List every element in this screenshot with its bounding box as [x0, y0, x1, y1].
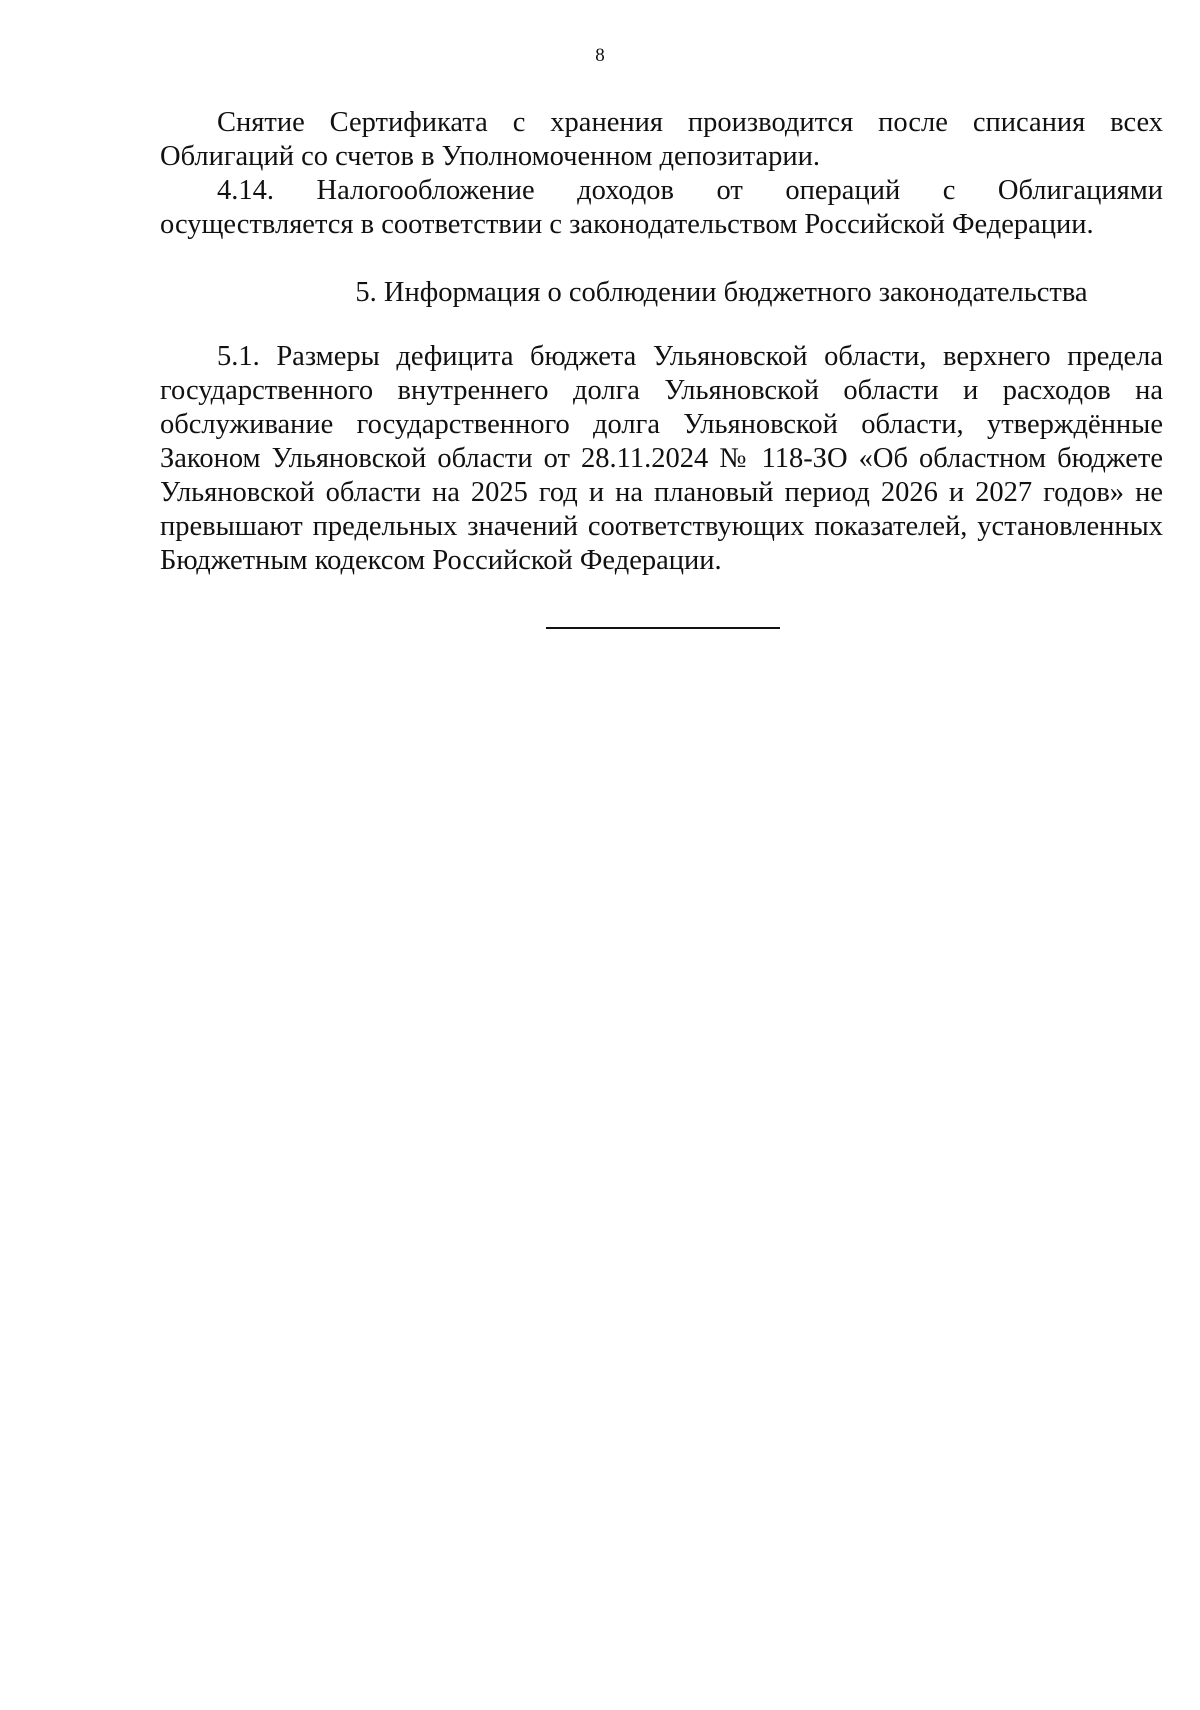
- page-number: 8: [595, 45, 605, 66]
- clause-4-14-continuation: осуществляется в соответствии с законодательством Российской Федерации.: [160, 209, 1094, 240]
- clause-5-1: 5.1. Размеры дефицита бюджета Ульяновской области, верхнего предела государственного внутреннего долга Ульяновской области и расходов на обслуживание государственного долга Ульяновской области, утверждённые Законом Ульяновской области от 28.11.2024 № 118-ЗО «Об областном бюджете Ульяновской области на 2025 год и на плановый период 2026 и 2027 годов» не превышают предельных значений соответствующих показателей, установленных Бюджетным кодексом Российской Федерации.: [160, 341, 1163, 576]
- section-5-heading: 5. Информация о соблюдении бюджетного законодательства: [355, 277, 1088, 308]
- clause-4-14-first-line: 4.14. Налогообложение доходов от операций с Облигациями: [217, 175, 1163, 206]
- paragraph-certificate-removal: Снятие Сертификата с хранения производится после списания всех Облигаций со счетов в Уполномоченном депозитарии.: [160, 107, 1163, 172]
- end-of-document-rule: [546, 627, 780, 629]
- document-body: [160, 106, 1163, 578]
